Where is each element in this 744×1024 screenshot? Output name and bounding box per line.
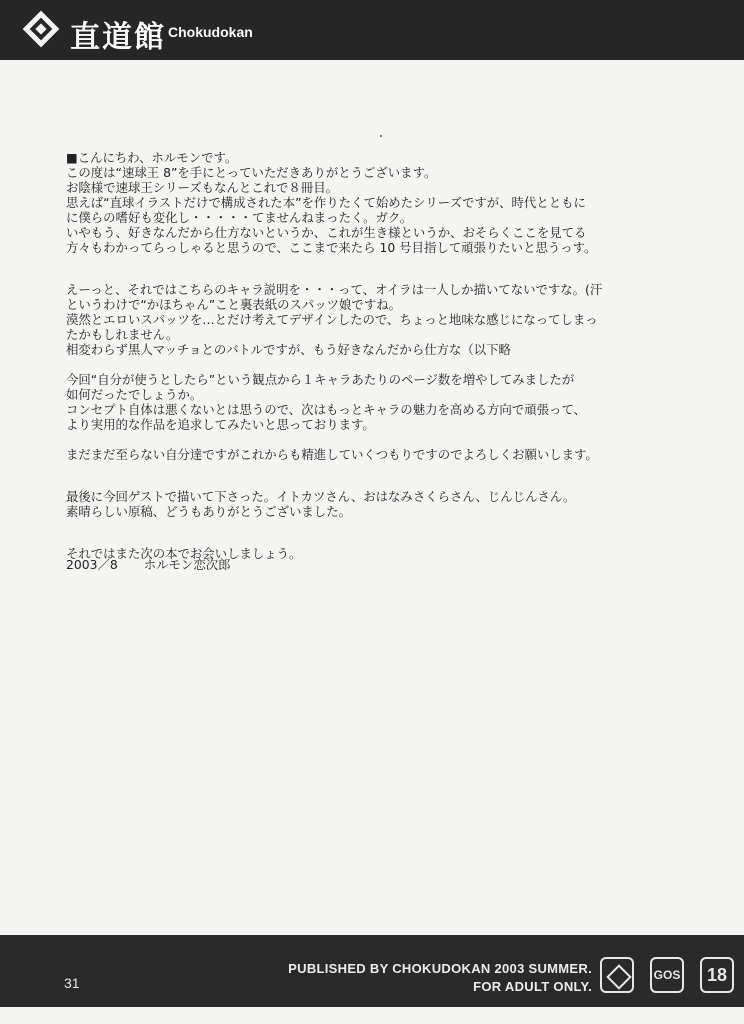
text-line: 如何だったでしょうか。 xyxy=(66,387,203,402)
text-line: コンセプト自体は悪くないとは思うので、次はもっとキャラの魅力を高める方向で頑張って、 xyxy=(66,402,586,417)
text-line: ■こんにちわ、ホルモンです。 xyxy=(66,150,238,165)
text-line: それではまた次の本でお会いしましょう。 xyxy=(66,546,302,561)
publisher-line: PUBLISHED BY CHOKUDOKAN 2003 SUMMER. xyxy=(288,961,592,976)
text-line: 思えば“直球イラストだけで構成された本”を作りたくて始めたシリーズですが、時代とともに xyxy=(66,195,586,210)
text-line: お陰様で速球王シリーズもなんとこれで８冊目。 xyxy=(66,180,338,195)
brand-title-jp: 直道館 xyxy=(70,20,166,55)
text-line: たかもしれません。 xyxy=(66,327,179,342)
chokudokan-logo-icon xyxy=(23,11,60,48)
signature xyxy=(66,555,253,573)
text-line: 漠然とエロいスパッツを…とだけ考えてデザインしたので、ちょっと地味な感じになってしまっ xyxy=(66,312,598,327)
paragraph-thanks xyxy=(66,447,611,462)
brand-title-en: Chokudokan xyxy=(168,24,253,40)
print-speck xyxy=(380,135,382,137)
text-line: 今回“自分が使うとしたら”という観点から１キャラあたりのページ数を増やしてみましたが xyxy=(66,372,575,387)
adult-18-badge: 18 xyxy=(700,957,734,993)
paragraph-concept xyxy=(66,372,611,432)
chokudokan-badge-icon xyxy=(600,957,634,993)
text-line: いやもう、好きなんだから仕方ないというか、これが生き様というか、おそらくここを見てる xyxy=(66,225,587,240)
text-line: 素晴らしい原稿、どうもありがとうございました。 xyxy=(66,504,351,519)
signature-name: ホルモン恋次郎 xyxy=(143,557,231,572)
text-line: えーっと、それではこちらのキャラ説明を・・・って、オイラは一人しか描いてないですな。(汗 xyxy=(66,282,603,297)
gos-badge: GOS xyxy=(650,957,684,993)
rating-line: FOR ADULT ONLY. xyxy=(473,979,592,994)
text-line: この度は“速球王 8”を手にとっていただきありがとうございます。 xyxy=(66,165,437,180)
text-line: 方々もわかってらっしゃると思うので、ここまで来たら 10 号目指して頑張りたいと思うっす。 xyxy=(66,240,597,255)
text-line: 最後に今回ゲストで描いて下さった。イトカツさん、おはなみさくらさん、じんじんさん。 xyxy=(66,489,576,504)
paragraph-guests xyxy=(66,489,611,519)
text-line: まだまだ至らない自分達ですがこれからも精進していくつもりですのでよろしくお願いします。 xyxy=(66,447,598,462)
footer-bar xyxy=(0,935,744,1007)
paragraph-greeting xyxy=(66,150,611,255)
afterword-text xyxy=(66,150,611,576)
header-bar xyxy=(0,0,744,60)
text-line: というわけで“かほちゃん”こと裏表紙のスパッツ娘ですね。 xyxy=(66,297,401,312)
signature-date: 2003／8 xyxy=(66,557,118,572)
text-line: に僕らの嗜好も変化し・・・・・てませんねまったく。ガク。 xyxy=(66,210,413,225)
paragraph-character xyxy=(66,282,611,357)
text-line: より実用的な作品を追求してみたいと思っております。 xyxy=(66,417,375,432)
text-line: 相変わらず黒人マッチョとのバトルですが、もう好きなんだから仕方な（以下略 xyxy=(66,342,511,357)
page-number: 31 xyxy=(64,975,80,991)
